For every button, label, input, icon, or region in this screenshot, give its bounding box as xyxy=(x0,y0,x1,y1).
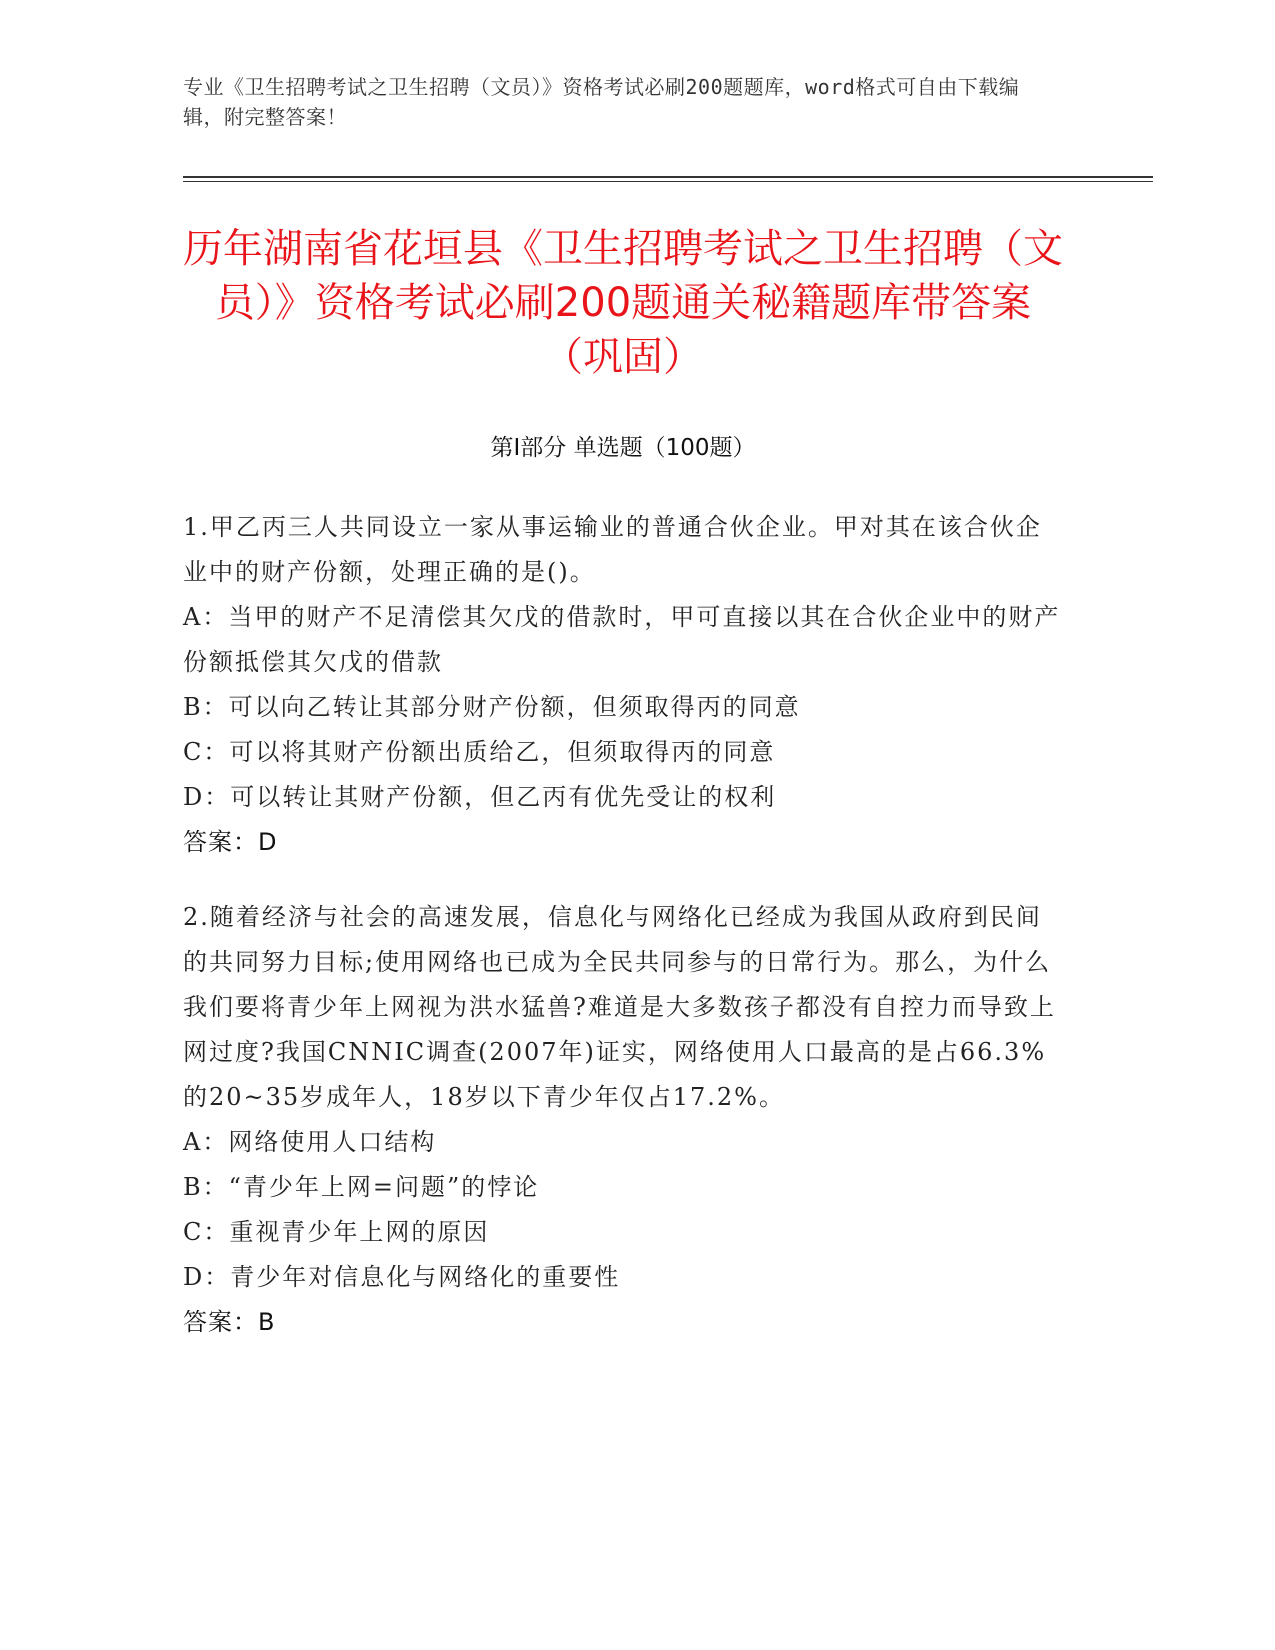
option-b: B：可以向乙转让其部分财产份额，但须取得丙的同意 xyxy=(183,693,801,721)
option-c: C：重视青少年上网的原因 xyxy=(183,1218,490,1246)
answer: 答案：B xyxy=(183,1308,276,1336)
question-stem: 1.甲乙丙三人共同设立一家从事运输业的普通合伙企业。甲对其在该合伙企业中的财产份额，处理正确的是()。 xyxy=(183,513,1042,586)
question-stem: 2.随着经济与社会的高速发展，信息化与网络化已经成为我国从政府到民间的共同努力目标;使用网络也已成为全民共同参与的日常行为。那么，为什么我们要将青少年上网视为洪水猛兽?难道是大多数孩子都没有自控力而导致上网过度?我国CNNIC调查(2007年)证实，网络使用人口最高的是占66.3%的20~35岁成年人，18岁以下青少年仅占17.2%。 xyxy=(183,903,1056,1111)
header-note: 专业《卫生招聘考试之卫生招聘（文员）》资格考试必刷200题题库，word格式可自由下载编辑，附完整答案！ xyxy=(183,75,1020,129)
question-1 xyxy=(183,505,1063,865)
section-title: 第I部分 单选题（100题） xyxy=(490,435,756,461)
option-b: B：“青少年上网=问题”的悖论 xyxy=(183,1173,540,1201)
option-d: D：青少年对信息化与网络化的重要性 xyxy=(183,1263,621,1291)
option-c: C：可以将其财产份额出质给乙，但须取得丙的同意 xyxy=(183,738,776,766)
header-divider-thick xyxy=(183,176,1153,178)
option-a: A：当甲的财产不足清偿其欠戊的借款时，甲可直接以其在合伙企业中的财产份额抵偿其欠戊的借款 xyxy=(183,603,1061,676)
document-title: 历年湖南省花垣县《卫生招聘考试之卫生招聘（文员）》资格考试必刷200题通关秘籍题库带答案（巩固） xyxy=(183,226,1063,380)
option-d: D：可以转让其财产份额，但乙丙有优先受让的权利 xyxy=(183,783,777,811)
answer: 答案：D xyxy=(183,828,278,856)
question-2 xyxy=(183,895,1063,1345)
option-a: A：网络使用人口结构 xyxy=(183,1128,437,1156)
header-divider-thin xyxy=(183,181,1153,182)
